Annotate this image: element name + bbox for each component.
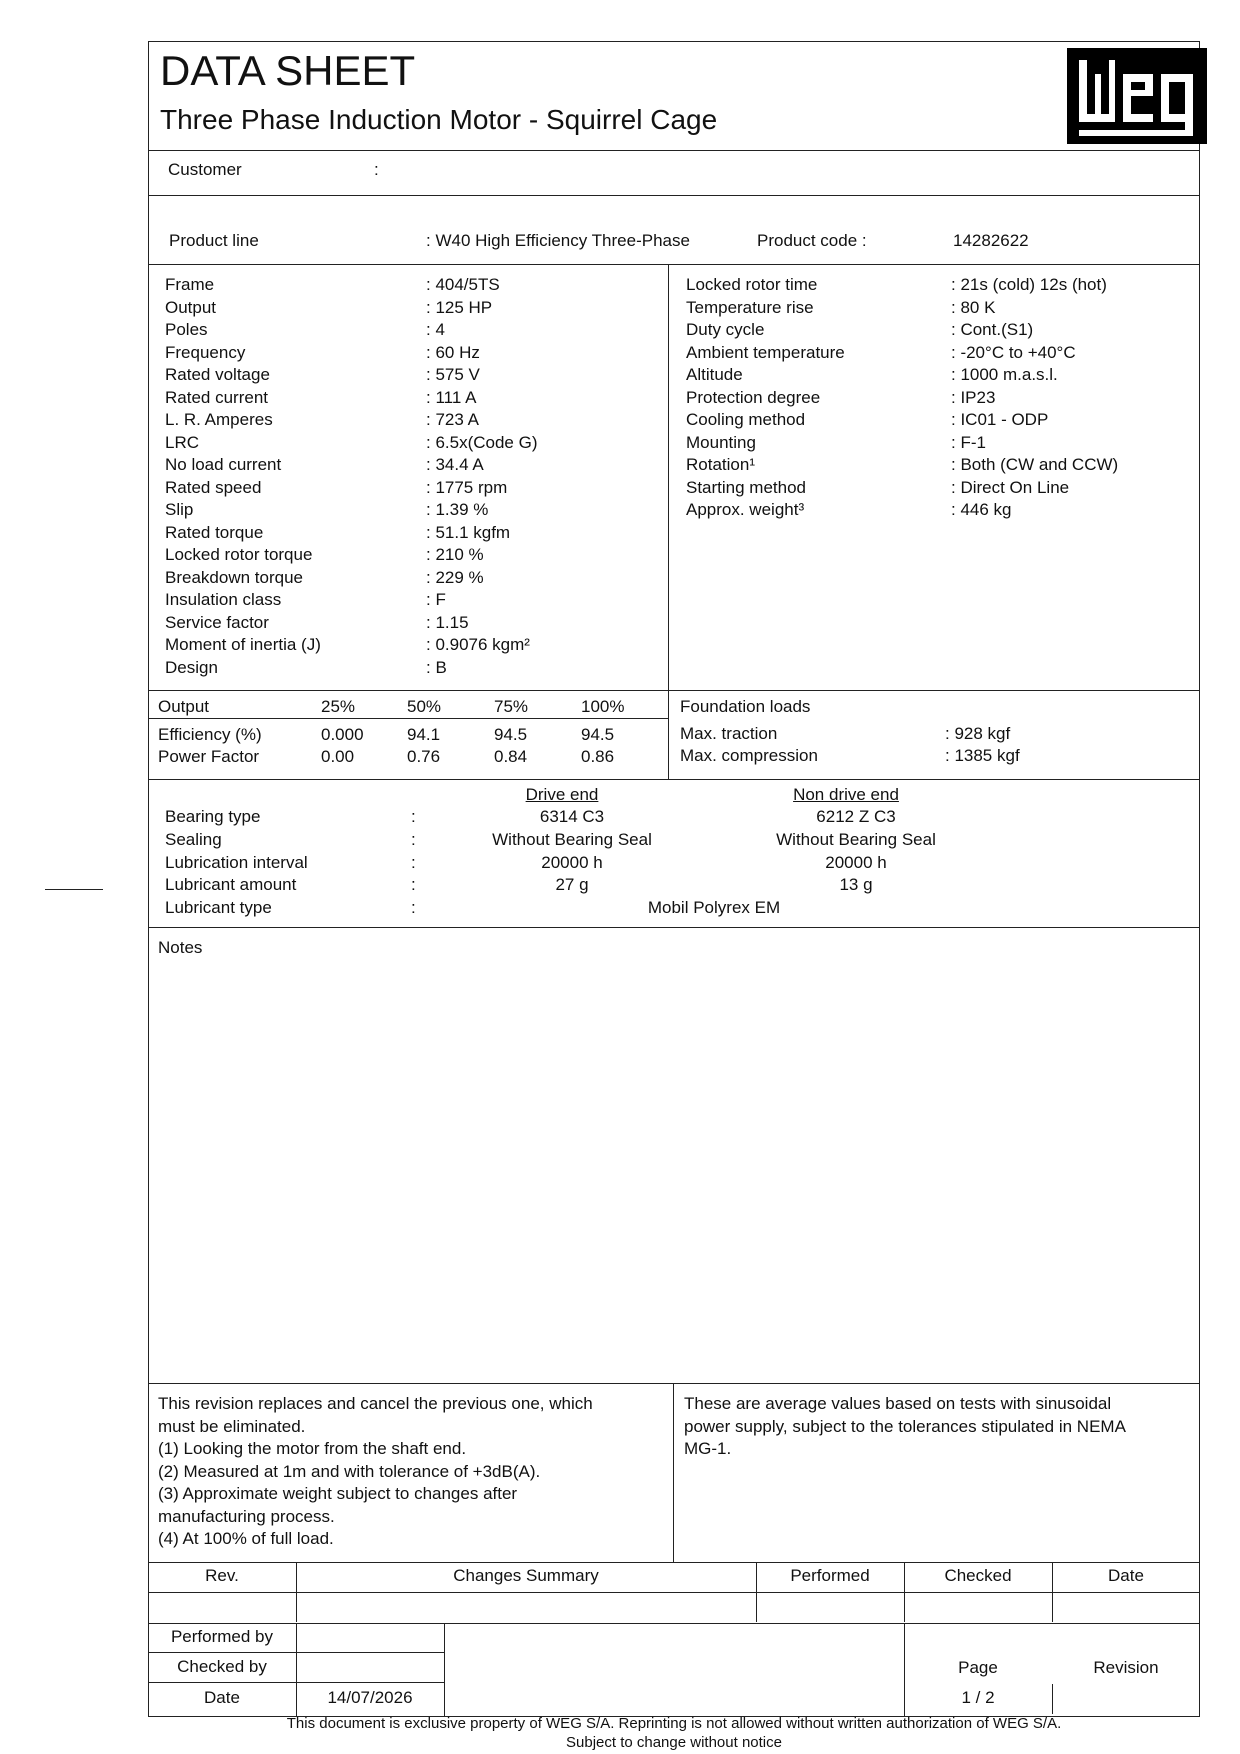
- lubricant-type-value: Mobil Polyrex EM: [647, 898, 781, 917]
- performed-by-label: Performed by: [170, 1627, 274, 1646]
- footer-disclaimer: This document is exclusive property of WEG S/A. Reprinting is not allowed without written authorization of WEG S/A.: [286, 1715, 1062, 1732]
- spec-label: Insulation class: [165, 590, 282, 609]
- remark-line: These are average values based on tests with sinusoidal: [684, 1394, 1112, 1413]
- spec-label: L. R. Amperes: [165, 410, 273, 429]
- product-line-value: : W40 High Efficiency Three-Phase: [426, 231, 690, 250]
- perf-header: 25%: [321, 697, 356, 716]
- spec-label: Ambient temperature: [686, 342, 845, 362]
- foundation-label: Max. compression: [680, 746, 818, 765]
- remark-line: (4) At 100% of full load.: [158, 1529, 334, 1548]
- weg-logo: [1067, 48, 1207, 144]
- spec-value: : 1.39 %: [426, 500, 489, 519]
- divider: [148, 150, 1200, 151]
- divider: [673, 1383, 674, 1562]
- perf-cell: 94.5: [494, 725, 528, 744]
- spec-label: Locked rotor torque: [165, 545, 313, 564]
- foundation-value: : 1385 kgf: [945, 746, 1020, 765]
- rev-header: Performed: [790, 1566, 870, 1585]
- divider: [148, 264, 1200, 265]
- perf-header: 100%: [581, 697, 625, 716]
- specs-left-labels: [165, 274, 321, 679]
- bearing-colon: :: [411, 853, 416, 872]
- bearing-de: Without Bearing Seal: [492, 830, 652, 849]
- page-subtitle: Three Phase Induction Motor - Squirrel Cage: [160, 104, 718, 135]
- spec-value: : 575 V: [426, 365, 480, 384]
- perf-cell: 0.86: [581, 747, 615, 766]
- notes-label: Notes: [158, 938, 203, 957]
- spec-value: : 229 %: [426, 567, 484, 587]
- remark-line: power supply, subject to the tolerances stipulated in NEMA: [684, 1416, 1126, 1436]
- page-label: Page: [958, 1658, 998, 1677]
- spec-value: : 446 kg: [951, 500, 1012, 519]
- spec-label: Rated current: [165, 387, 268, 407]
- margin-mark: [45, 889, 103, 890]
- perf-cell: Power Factor: [158, 747, 260, 766]
- product-code-value: 14282622: [953, 231, 1029, 250]
- specs-left-values: [426, 274, 538, 679]
- perf-cell: Efficiency (%): [158, 725, 262, 744]
- bearing-nde: 6212 Z C3: [816, 807, 896, 826]
- spec-label: Service factor: [165, 612, 269, 632]
- spec-label: Protection degree: [686, 387, 821, 407]
- lubricant-type-colon: :: [411, 898, 416, 917]
- bearing-de: 27 g: [555, 875, 589, 894]
- bearing-colon: :: [411, 875, 416, 894]
- footer-notice: Subject to change without notice: [566, 1734, 782, 1751]
- spec-label: Breakdown torque: [165, 567, 303, 587]
- bearing-label: Bearing type: [165, 807, 261, 826]
- divider: [148, 1623, 1200, 1624]
- bearing-colon: :: [411, 830, 416, 849]
- spec-label: Moment of inertia (J): [165, 635, 321, 654]
- divider: [148, 718, 668, 719]
- rev-header: Checked: [944, 1566, 1012, 1585]
- spec-label: Rotation¹: [686, 455, 755, 474]
- spec-value: : 60 Hz: [426, 342, 480, 362]
- divider: [148, 1383, 1200, 1384]
- remark-line: MG-1.: [684, 1439, 732, 1458]
- spec-value: : F-1: [951, 432, 986, 452]
- spec-value: : 6.5x(Code G): [426, 432, 538, 452]
- spec-value: : F: [426, 590, 446, 609]
- lubricant-type-label: Lubricant type: [165, 898, 272, 917]
- spec-label: Output: [165, 297, 217, 317]
- spec-value: : Direct On Line: [951, 477, 1070, 497]
- spec-label: Temperature rise: [686, 297, 814, 317]
- spec-label: Locked rotor time: [686, 275, 818, 294]
- spec-label: Cooling method: [686, 410, 806, 429]
- divider: [148, 1592, 1200, 1593]
- spec-label: Rated torque: [165, 522, 264, 542]
- spec-label: Slip: [165, 500, 194, 519]
- spec-label: Frequency: [165, 342, 246, 362]
- spec-value: : 210 %: [426, 545, 484, 564]
- spec-label: Altitude: [686, 365, 743, 384]
- customer-value: :: [374, 160, 379, 179]
- divider: [444, 1623, 445, 1717]
- spec-value: : 51.1 kgfm: [426, 522, 511, 542]
- spec-label: Rated voltage: [165, 365, 270, 384]
- product-code-label: Product code :: [757, 231, 867, 250]
- spec-value: : Cont.(S1): [951, 320, 1034, 339]
- remark-line: (2) Measured at 1m and with tolerance of +3dB(A).: [158, 1461, 541, 1481]
- perf-header: 75%: [494, 697, 529, 716]
- spec-value: : 80 K: [951, 297, 996, 317]
- perf-cell: 94.1: [407, 725, 441, 744]
- spec-value: : 1000 m.a.s.l.: [951, 365, 1058, 384]
- spec-value: : 4: [426, 320, 445, 339]
- date-label: Date: [204, 1688, 240, 1707]
- spec-value: : IC01 - ODP: [951, 410, 1049, 429]
- specs-right-labels: [686, 274, 845, 522]
- spec-label: Starting method: [686, 477, 807, 497]
- spec-label: Design: [165, 657, 218, 677]
- spec-label: LRC: [165, 432, 200, 452]
- bearing-label: Lubricant amount: [165, 875, 297, 894]
- bearing-de: 20000 h: [541, 853, 603, 872]
- spec-label: No load current: [165, 455, 282, 474]
- spec-label: Frame: [165, 275, 215, 294]
- spec-value: : 1.15: [426, 612, 469, 632]
- remark-line: (3) Approximate weight subject to changes after: [158, 1484, 518, 1503]
- non-drive-end-header: Non drive end: [793, 785, 899, 804]
- rev-header: Date: [1108, 1566, 1144, 1585]
- divider: [668, 264, 669, 779]
- spec-value: : 404/5TS: [426, 275, 500, 294]
- spec-value: : 0.9076 kgm²: [426, 635, 530, 654]
- bearing-nde: Without Bearing Seal: [776, 830, 936, 849]
- spec-value: : 34.4 A: [426, 455, 484, 474]
- specs-right-values: [951, 274, 1118, 522]
- page-title: DATA SHEET: [160, 47, 416, 94]
- checked-by-label: Checked by: [177, 1657, 267, 1676]
- perf-cell: 0.76: [407, 747, 441, 766]
- perf-header: Output: [158, 697, 210, 716]
- remark-line: manufacturing process.: [158, 1506, 335, 1526]
- perf-cell: 0.84: [494, 747, 528, 766]
- date-value: 14/07/2026: [327, 1688, 413, 1707]
- spec-value: : Both (CW and CCW): [951, 455, 1119, 474]
- divider: [148, 690, 1200, 691]
- bearing-nde: 13 g: [839, 875, 873, 894]
- spec-label: Approx. weight³: [686, 500, 805, 519]
- spec-label: Mounting: [686, 432, 756, 452]
- spec-label: Duty cycle: [686, 320, 765, 339]
- perf-cell: 94.5: [581, 725, 615, 744]
- spec-value: : 125 HP: [426, 297, 493, 317]
- drive-end-header: Drive end: [525, 785, 599, 804]
- divider: [148, 779, 1200, 780]
- customer-label: Customer: [168, 160, 242, 179]
- remarks-right: [684, 1393, 1126, 1461]
- divider: [1052, 1684, 1053, 1714]
- bearing-label: Lubrication interval: [165, 853, 308, 872]
- foundation-title: Foundation loads: [680, 697, 811, 716]
- foundation-label: Max. traction: [680, 724, 778, 743]
- divider: [148, 195, 1200, 196]
- bearing-nde: 20000 h: [825, 853, 887, 872]
- page-number: 1 / 2: [961, 1688, 995, 1707]
- divider: [148, 1562, 1200, 1563]
- bearing-label: Sealing: [165, 830, 222, 849]
- remark-line: (1) Looking the motor from the shaft end.: [158, 1439, 467, 1458]
- perf-cell: 0.000: [321, 725, 364, 744]
- spec-label: Poles: [165, 320, 208, 339]
- rev-header: Rev.: [205, 1566, 239, 1585]
- revision-label: Revision: [1093, 1658, 1159, 1677]
- spec-label: Rated speed: [165, 477, 262, 497]
- remark-line: This revision replaces and cancel the previous one, which: [158, 1394, 593, 1413]
- spec-value: : 111 A: [426, 387, 477, 407]
- foundation-value: : 928 kgf: [945, 724, 1011, 743]
- remark-line: must be eliminated.: [158, 1416, 306, 1436]
- divider: [148, 927, 1200, 928]
- perf-cell: 0.00: [321, 747, 355, 766]
- spec-value: : -20°C to +40°C: [951, 342, 1076, 362]
- remarks-left: [158, 1393, 593, 1551]
- product-line-label: Product line: [169, 231, 259, 250]
- spec-value: : IP23: [951, 387, 996, 407]
- bearing-de: 6314 C3: [539, 807, 605, 826]
- spec-value: : 1775 rpm: [426, 477, 508, 497]
- spec-value: : B: [426, 657, 447, 677]
- spec-value: : 21s (cold) 12s (hot): [951, 275, 1107, 294]
- bearing-colon: :: [411, 807, 416, 826]
- perf-header: 50%: [407, 697, 442, 716]
- spec-value: : 723 A: [426, 410, 479, 429]
- rev-header: Changes Summary: [453, 1566, 599, 1585]
